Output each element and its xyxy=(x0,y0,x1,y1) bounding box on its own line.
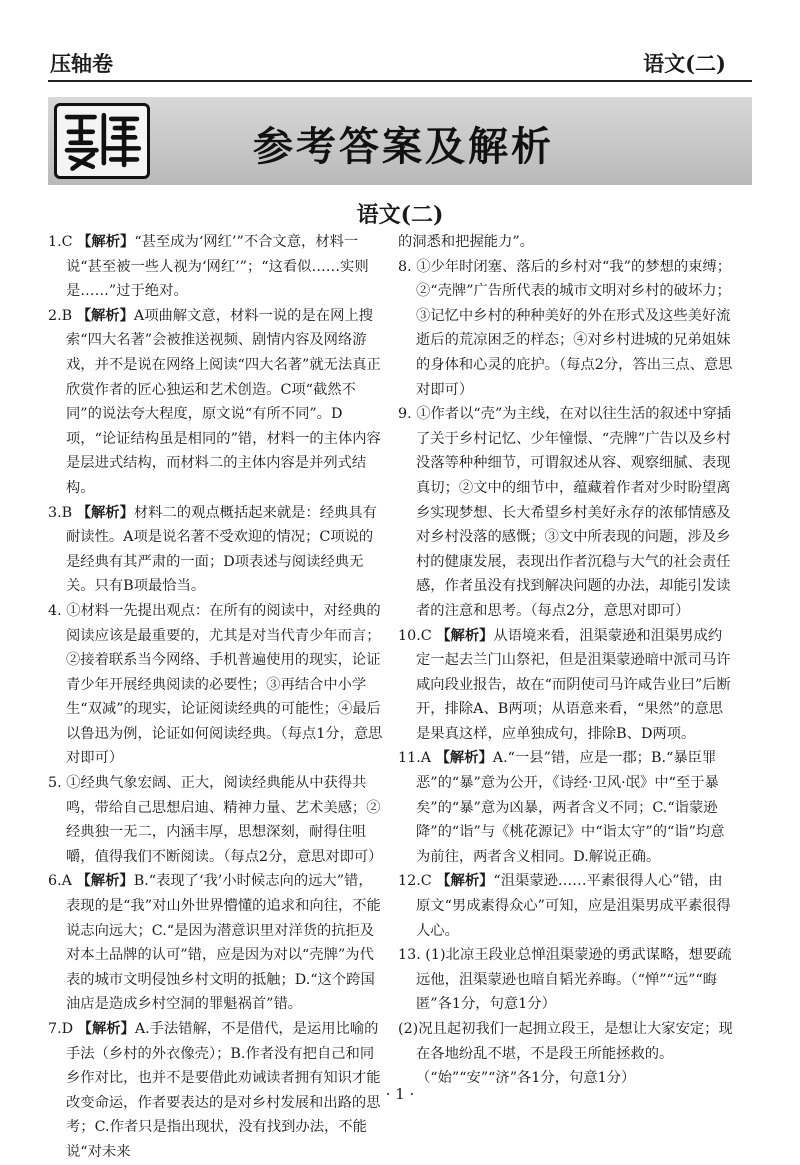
answer-text: ①少年时闭塞、落后的乡村对“我”的梦想的束缚；②“壳牌”广告所代表的城市文明对乡村的破坏力；③记忆中乡村的种种美好的外在形式及这些美好流逝后的荒凉困乏的样态；④对乡村进城的兄弟姐妹的身体和心灵的庇护。（每点2分，答出三点、意思对即可） xyxy=(416,258,733,398)
answer-text: 从语境来看，沮渠蒙逊和沮渠男成约定一起去兰门山祭祀，但是沮渠蒙逊暗中派司马许咸向段业报告，故在“而阴使司马许咸告业曰”后断开，排除A、B两项；从语意来看，“果然”的意思是果真这样，应单独成句，排除B、D两项。 xyxy=(416,627,731,742)
answer-text: A.手法错解，不是借代，是运用比喻的手法（乡村的外衣像壳）；B.作者没有把自己和同乡作对比，也并不是要借此劝诫读者拥有知识才能改变命运，作者要表达的是对乡村发展和出路的思考；C.作者只是指出现状，没有找到办法，不能说“对未来 xyxy=(66,1021,381,1160)
answer-number: 7.D xyxy=(48,1021,74,1037)
answer-item xyxy=(398,746,733,869)
answer-number: 5. xyxy=(48,775,62,792)
page-number: · 1 · xyxy=(385,1085,415,1103)
answer-item xyxy=(398,869,733,943)
answer-number: 12.C xyxy=(398,873,432,890)
answer-item xyxy=(48,771,383,869)
answer-number: 1.C xyxy=(48,234,73,250)
answer-text: ①作者以“壳”为主线，在对以往生活的叙述中穿插了关于乡村记忆、少年憧憬、“壳牌”广告以及乡村没落等种种细节，可谓叙述从容、观察细腻、表现真切；②文中的细节中，蕴藏着作者对少时盼望离乡实现梦想、长大希望乡村美好永存的浓郁情感及对乡村没落的感慨；③文中所表现的问题，涉及乡村的健康发展，表现出作者沉稳与大气的社会责任感，作者虽没有找到解决问题的办法，却能引发读者的注意和思考。（每点2分，意思对即可） xyxy=(416,406,732,619)
analysis-tag: 【解析】 xyxy=(436,627,494,644)
answer-number: 6.A xyxy=(48,873,72,890)
seal-logo-icon xyxy=(57,106,147,176)
answer-number: 8. xyxy=(398,258,412,275)
answer-text: 的洞悉和把握能力”。 xyxy=(398,234,534,250)
header-right-title: 语文(二) xyxy=(643,51,726,76)
answer-item xyxy=(48,501,383,599)
answer-number: 3.B xyxy=(48,504,73,521)
section-title: 语文(二) xyxy=(356,202,444,228)
analysis-tag: 【解析】 xyxy=(436,873,494,890)
answer-text: (2)况且起初我们一起拥立段王，是想让大家安定；现在各地纷乱不堪，不是段王所能拯救的。（“始”“安”“济”各1分，句意1分） xyxy=(398,1021,733,1087)
answer-text: ①材料一先提出观点：在所有的阅读中，对经典的阅读应该是最重要的，尤其是对当代青少年而言；②接着联系当今网络、手机普遍使用的现实，论证青少年开展经典阅读的必要性；③再结合中小学生“双减”的现实，论证阅读经典的可能性；④最后以鲁迅为例，论证如何阅读经典。（每点1分，意思对即可） xyxy=(66,602,383,767)
answer-item xyxy=(398,943,733,1017)
right-column xyxy=(398,230,733,1091)
analysis-tag: 【解析】 xyxy=(76,307,134,324)
answer-number: 9. xyxy=(398,406,412,423)
answer-text: “甚至成为‘网红’”不合文意，材料一说“甚至被一些人视为‘网红’”；“这看似……实则是……”过于绝对。 xyxy=(66,234,369,300)
answer-number: 4. xyxy=(48,602,62,619)
answer-item xyxy=(398,402,733,623)
answer-number: 11.A xyxy=(398,750,432,767)
answer-text: A项曲解文意，材料一说的是在网上搜索“四大名著”会被推送视频、剧情内容及网络游戏，并不是说在网络上阅读“四大名著”就无法真正欣赏作者的匠心独运和艺术创造。C项“截然不同”的说法夸大程度，原文说“有所不同”。D项，“论证结构虽是相同的”错，材料一的主体内容是层进式结构，而材料二的主体内容是并列式结构。 xyxy=(66,307,381,496)
answer-item xyxy=(48,599,383,771)
answer-item xyxy=(398,230,733,255)
analysis-tag: 【解析】 xyxy=(77,234,135,250)
answer-text: (1)北凉王段业总惮沮渠蒙逊的勇武谋略，想要疏远他，沮渠蒙逊也暗自韬光养晦。（“惮”“远”“晦匿”各1分，句意1分） xyxy=(416,947,732,1013)
title-banner xyxy=(48,97,752,185)
analysis-tag: 【解析】 xyxy=(435,750,493,767)
answer-number: 2.B xyxy=(48,307,73,324)
answer-item xyxy=(398,255,733,403)
answer-text: ①经典气象宏阔、正大，阅读经典能从中获得共鸣，带给自己思想启迪、精神力量、艺术美感；②经典独一无二，内涵丰厚，思想深刻，耐得住咀嚼，值得我们不断阅读。（每点2分，意思对即可） xyxy=(66,775,383,865)
analysis-tag: 【解析】 xyxy=(76,504,134,521)
banner-title: 参考答案及解析 xyxy=(253,124,554,170)
analysis-tag: 【解析】 xyxy=(76,873,134,890)
analysis-tag: 【解析】 xyxy=(77,1021,135,1037)
answer-item xyxy=(48,304,383,501)
answer-text: “沮渠蒙逊……平素很得人心”错，由原文“男成素得众心”可知，应是沮渠男成平素很得人心。 xyxy=(416,873,731,939)
answer-item xyxy=(48,869,383,1017)
answer-text: 材料二的观点概括起来就是：经典具有耐读性。A项是说名著不受欢迎的情况；C项说的是经典有其严肃的一面；D项表述与阅读经典无关。只有B项最恰当。 xyxy=(66,504,377,595)
header-left-title: 压轴卷 xyxy=(50,51,113,76)
seal-logo xyxy=(54,103,150,179)
answer-number: 13. xyxy=(398,947,421,964)
header-rule xyxy=(48,80,752,82)
answer-item xyxy=(48,230,383,304)
answer-number: 10.C xyxy=(398,627,432,644)
answer-item xyxy=(398,624,733,747)
answer-item xyxy=(398,1017,733,1091)
left-column xyxy=(48,230,383,1165)
answer-text: B.“表现了‘我’小时候志向的远大”错，表现的是“我”对山外世界懵懂的追求和向往，不能说志向远大；C.“是因为潜意识里对洋货的抗拒及对本土品牌的认可”错，应是因为对以“壳牌”为代表的城市文明侵蚀乡村文明的抵触；D.“这个跨国油店是造成乡村空洞的罪魁祸首”错。 xyxy=(66,873,381,1013)
answer-text: A.“一县”错，应是一郡；B.“暴臣罪恶”的“暴”意为公开，《诗经·卫风·氓》中“至于暴矣”的“暴”意为凶暴，两者含义不同；C.“诣蒙逊降”的“诣”与《桃花源记》中“诣太守”的“诣”均意为前往，两者含义相同。D.解说正确。 xyxy=(416,750,725,865)
